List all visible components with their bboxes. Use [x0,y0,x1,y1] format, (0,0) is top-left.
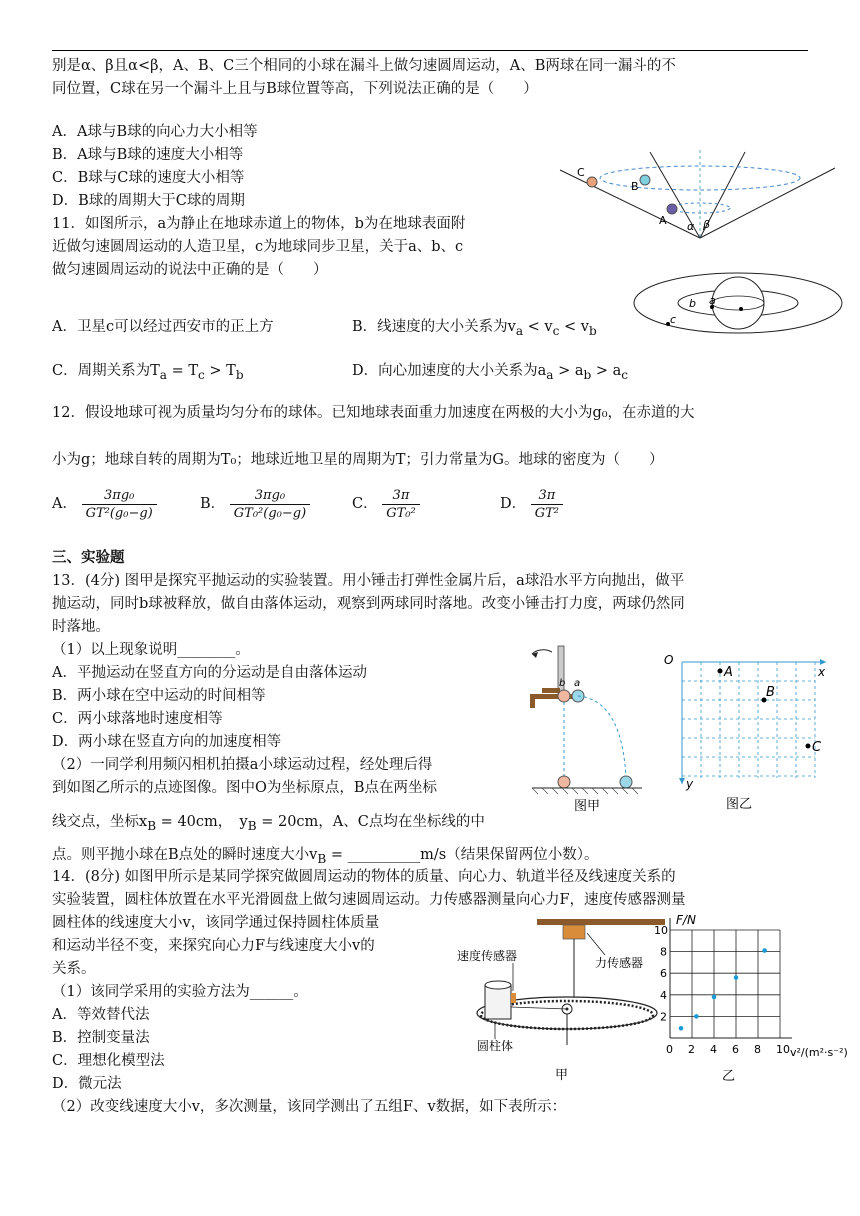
section-heading: 三、实验题 [52,550,125,566]
q11-option-a[interactable]: A．卫星c可以经过西安市的正上方 [52,319,274,335]
q11-text-line2: 近做匀速圆周运动的人造卫星，c为地球同步卫星，关于a、b、c [52,239,464,255]
q11-option-c[interactable]: C．周期关系为$T_a = T_c > T_b$ [52,363,244,382]
orbit-label-b: b [689,297,696,310]
chart-x-tick-label: 4 [710,1043,717,1056]
q12-option-a-num: 3πg₀ [82,487,157,505]
funnel-label-c: C [577,166,585,179]
q10-option-d[interactable]: D．B球的周期大于C球的周期 [52,193,245,209]
q10-option-a[interactable]: A．A球与B球的向心力大小相等 [52,124,258,140]
q12-option-a-fraction [82,487,157,522]
chart-ticks [654,924,790,1056]
chart-y-tick-label: 6 [660,967,667,981]
orbit-figure [630,265,845,340]
q10-text-line1: 别是α、β且α<β，A、B、C三个相同的小球在漏斗上做匀速圆周运动，A、B两球在同一漏斗的不 [52,58,676,74]
q12-option-b-label: B． [200,496,226,512]
q13-yi-caption: 图乙 [726,797,753,812]
q12-option-a[interactable] [52,484,157,524]
q13-sub1: （1）以上现象说明________。 [52,642,250,658]
q13-option-c[interactable]: C．两小球落地时速度相等 [52,711,223,727]
funnel-label-a: A [659,214,667,227]
chart-x-tick-label: 6 [732,1043,739,1056]
q13-sub2-line3: 线交点，坐标$x_B = 40cm$， $y_B = 20cm$，A、C点均在坐标线的中 [52,814,485,833]
q12-option-b-den: GT₀²(g₀−g) [233,505,307,521]
q12-option-c-label: C． [352,496,378,512]
q14-jia-cylinder: 圆柱体 [477,1039,514,1053]
q14-jia-caption: 甲 [555,1068,569,1083]
q14-yi-caption: 乙 [722,1069,736,1084]
q13-jia-label-a: a [574,678,581,689]
q14-text-line3: 圆柱体的线速度大小v，该同学通过保持圆柱体质量 [52,915,380,931]
q13-yi-y-axis: y [686,777,694,791]
q14-figure-jia [455,915,665,1085]
chart-xlabel: v²/(m²·s⁻²) [790,1046,848,1059]
q12-option-d-fraction [531,487,563,522]
q12-option-b-fraction [230,487,310,522]
funnel-label-beta: β [703,218,711,231]
funnel-figure [555,150,845,250]
q11-option-b[interactable]: B．线速度的大小关系为$v_a < v_c < v_b$ [352,319,597,338]
q13-option-d[interactable]: D．两小球在竖直方向的加速度相等 [52,734,282,750]
q13-yi-point-c: C [812,740,822,755]
q12-option-d-label: D． [500,496,527,512]
q13-option-b[interactable]: B．两小球在空中运动的时间相等 [52,688,266,704]
q12-option-a-label: A． [52,496,77,512]
q13-jia-caption: 图甲 [574,799,601,814]
q13-option-a[interactable]: A．平抛运动在竖直方向的分运动是自由落体运动 [52,665,367,681]
chart-axes [670,918,792,1038]
q13-jia-label-b: b [559,678,566,689]
q13-sub2-line1: （2）一同学利用频闪相机拍摄a小球运动过程，经处理后得 [52,757,433,773]
q13-yi-point-a: A [724,665,733,680]
q14-sub2: （2）改变线速度大小v，多次测量，该同学测出了五组F、v数据，如下表所示： [52,1099,567,1115]
chart-y-tick-label: 2 [660,1010,667,1024]
chart-point [762,948,767,953]
q12-option-b-num: 3πg₀ [230,487,310,505]
chart-ylabel: F/N [676,913,696,927]
q13-text-line1: 13．(4分) 图甲是探究平抛运动的实验装置。用小锤击打弹性金属片后，a球沿水平方向抛出，做平 [52,573,685,589]
q12-text-line2: 小为g；地球自转的周期为T₀；地球近地卫星的周期为T；引力常量为G。地球的密度为（ ） [52,452,664,468]
q13-sub2-line4: 点。则平抛小球在B点处的瞬时速度大小$v_B$ = __________m/s（结果保留两位小数）。 [52,847,599,866]
funnel-label-alpha: α [687,220,695,233]
chart-point [734,975,739,980]
q13-yi-point-b: B [766,685,775,700]
q13-figure-yi [660,648,835,814]
chart-x-tick-label: 8 [754,1043,761,1056]
orbit-label-c: c [670,313,677,326]
q12-option-c[interactable] [352,484,420,524]
chart-point [694,1014,699,1019]
chart-point [679,1026,684,1031]
chart-y-tick-label: 4 [660,988,667,1002]
q14-text-line5: 关系。 [52,961,96,977]
q10-text-line2: 同位置，C球在另一个漏斗上且与B球位置等高，下列说法正确的是（ ） [52,81,538,97]
q12-option-c-fraction [382,487,419,522]
chart-y-tick-label: 10 [654,924,668,937]
q10-option-c[interactable]: C．B球与C球的速度大小相等 [52,170,245,186]
q13-sub2-line2: 到如图乙所示的点迹图像。图中O为坐标原点，B点在两坐标 [52,780,438,796]
q12-option-d-num: 3π [531,487,563,505]
q13-figure-jia [522,640,652,816]
chart-y-tick-label: 8 [660,945,667,959]
chart-point [712,995,717,1000]
q14-option-a[interactable]: A．等效替代法 [52,1007,150,1023]
q11-text-line1: 11．如图所示，a为静止在地球赤道上的物体，b为在地球表面附 [52,216,466,232]
chart-x-tick-label: 2 [688,1043,695,1056]
q14-text-line2: 实验装置，圆柱体放置在水平光滑圆盘上做匀速圆周运动。力传感器测量向心力F，速度传感器测量 [52,892,686,908]
q11-text-line3: 做匀速圆周运动的说法中正确的是（ ） [52,262,328,278]
q13-text-line3: 时落地。 [52,619,110,635]
q12-text-line1: 12．假设地球可视为质量均匀分布的球体。已知地球表面重力加速度在两极的大小为g₀，在赤道的大 [52,405,695,421]
q14-jia-speed-sensor: 速度传感器 [457,949,518,963]
header-rule [52,50,808,51]
chart-x-tick-label: 10 [776,1043,790,1056]
q14-option-b[interactable]: B．控制变量法 [52,1030,150,1046]
q13-yi-x-axis: x [818,665,826,679]
q12-option-c-den: GT₀² [386,505,416,521]
q14-text-line4: 和运动半径不变，来探究向心力F与线速度大小v的 [52,938,375,954]
q12-option-d[interactable] [500,484,563,524]
q14-jia-force-sensor: 力传感器 [595,956,644,970]
q10-option-b[interactable]: B．A球与B球的速度大小相等 [52,147,244,163]
q12-option-a-den: GT²(g₀−g) [85,505,153,521]
q14-text-line1: 14．(8分) 如图甲所示是某同学探究做圆周运动的物体的质量、向心力、轨道半径及线速度关系的 [52,869,676,885]
q14-option-c[interactable]: C．理想化模型法 [52,1053,165,1069]
q14-option-d[interactable]: D．微元法 [52,1076,122,1092]
q12-option-d-den: GT² [534,505,560,521]
q13-yi-origin: O [664,653,674,667]
orbit-label-a: a [709,294,716,307]
funnel-label-b: B [631,180,639,193]
q12-option-c-num: 3π [382,487,419,505]
q14-figure-yi [650,910,850,1088]
q11-option-d[interactable]: D．向心加速度的大小关系为$a_a > a_b > a_c$ [352,363,629,382]
q12-option-b[interactable] [200,484,310,524]
chart-x-tick-label: 0 [666,1043,673,1056]
q14-sub1: （1）该同学采用的实验方法为______。 [52,984,308,1000]
q13-text-line2: 抛运动，同时b球被释放，做自由落体运动，观察到两球同时落地。改变小锤击打力度，两球仍然同 [52,596,685,612]
chart-grid [670,930,780,1038]
